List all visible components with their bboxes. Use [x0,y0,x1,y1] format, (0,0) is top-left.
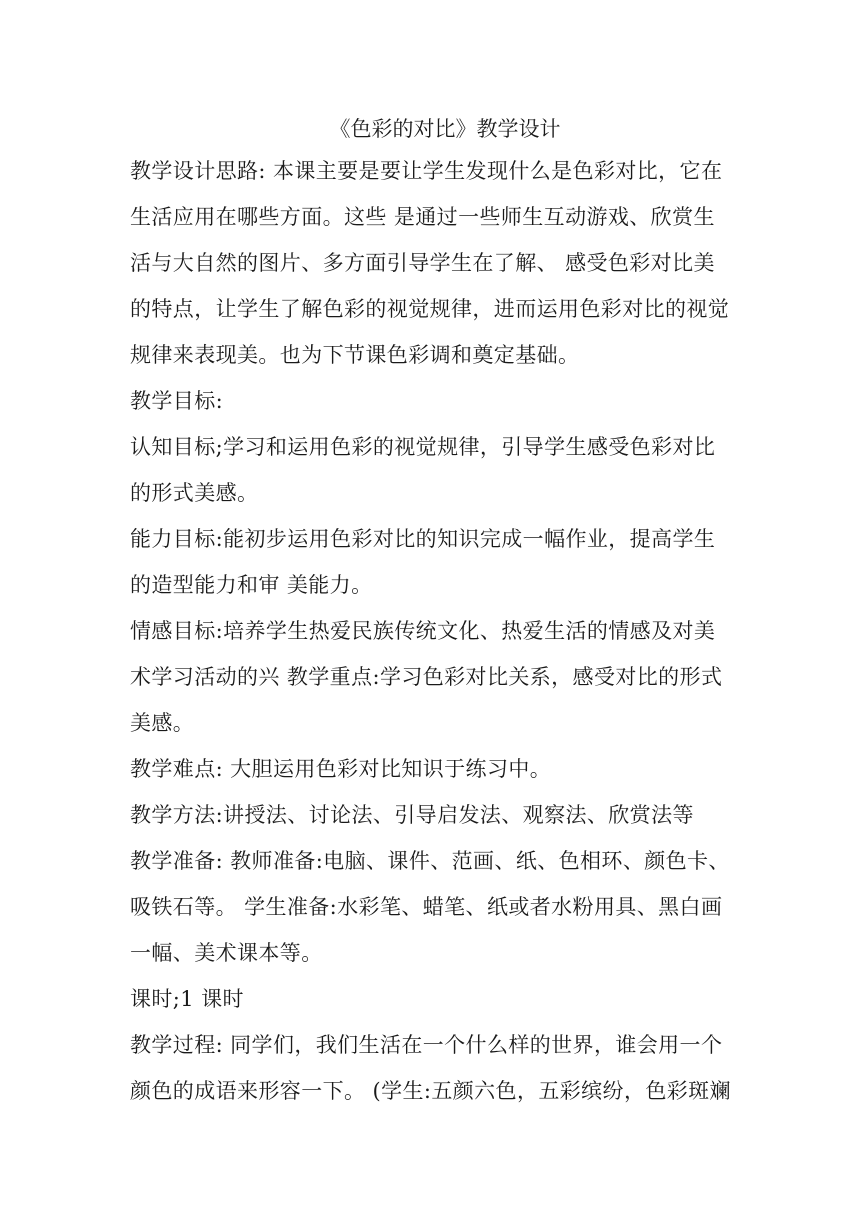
text-line: 术学习活动的兴 教学重点:学习色彩对比关系，感受对比的形式 [130,665,723,689]
text-line: 的形式美感。 [130,481,259,505]
text-line: 活与大自然的图片、多方面引导学生在了解、 感受色彩对比美 [130,251,715,275]
text-line: 教学设计思路: 本课主要是要让学生发现什么是色彩对比，它在 [130,159,723,183]
text-line: 一幅、美术课本等。 [130,941,323,965]
text-line: 教学过程: 同学们，我们生活在一个什么样的世界，谁会用一个 [130,1033,723,1057]
text-line: 吸铁石等。 学生准备:水彩笔、蜡笔、纸或者水粉用具、黑白画 [130,895,723,919]
text-line: 教学方法:讲授法、讨论法、引导启发法、观察法、欣赏法等 [130,803,694,827]
text-line: 的特点，让学生了解色彩的视觉规律，进而运用色彩对比的视觉 [130,297,730,321]
text-line: 教学目标: [130,389,224,413]
text-line: 的造型能力和审 美能力。 [130,573,373,597]
document-body [130,154,734,1120]
text-line: 规律来表现美。也为下节课色彩调和奠定基础。 [130,343,580,367]
text-line: 情感目标:培养学生热爱民族传统文化、热爱生活的情感及对美 [130,619,716,643]
text-line: 生活应用在哪些方面。这些 是通过一些师生互动游戏、欣赏生 [130,205,715,229]
text-line: 美感。 [130,711,195,735]
text-line: 教学难点: 大胆运用色彩对比知识于练习中。 [130,757,552,781]
document-title: 《色彩的对比》教学设计 [329,117,561,141]
text-line: 认知目标;学习和运用色彩的视觉规律，引导学生感受色彩对比 [130,435,716,459]
text-line: 能力目标:能初步运用色彩对比的知识完成一幅作业，提高学生 [130,527,716,551]
text-line: 颜色的成语来形容一下。 (学生:五颜六色，五彩缤纷，色彩斑斓 [130,1079,731,1103]
text-line: 教学准备: 教师准备:电脑、课件、范画、纸、色相环、颜色卡、 [130,849,730,873]
text-line: 课时;1 课时 [130,987,244,1011]
